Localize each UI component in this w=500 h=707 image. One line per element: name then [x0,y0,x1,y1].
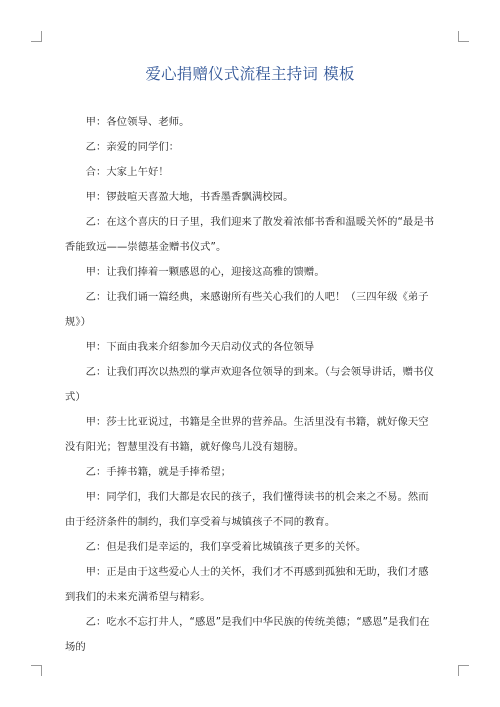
paragraph: 乙：让我们诵一篇经典，来感谢所有些关心我们的人吧！（三四年级《弟子规》） [65,291,429,328]
paragraph: 甲：正是由于这些爱心人士的关怀，我们才不再感到孤独和无助，我们才感到我们的未来充满希望与精彩。 [65,566,429,603]
paragraph: 甲：各位领导、老师。 [85,116,190,128]
paragraph: 甲：下面由我来介绍参加今天启动仪式的各位领导 [85,341,315,353]
paragraph: 甲：锣鼓喧天喜盈大地，书香墨香飘满校园。 [85,191,294,203]
paragraph: 甲：莎士比亚说过，书籍是全世界的营养品。生活里没有书籍，就好像天空没有阳光；智慧里没有书籍，就好像鸟儿没有翅膀。 [65,416,429,453]
page-corner-mark-top-left [31,31,42,42]
paragraph: 乙：在这个喜庆的日子里，我们迎来了散发着浓郁书香和温暖关怀的“最是书香能致远——崇德基金赠书仪式”。 [65,216,435,253]
paragraph: 甲：让我们捧着一颗感恩的心，迎接这高雅的馈赠。 [85,266,325,278]
paragraph: 乙：让我们再次以热烈的掌声欢迎各位领导的到来。（与会领导讲话，赠书仪式） [65,366,434,403]
paragraph: 甲：同学们，我们大都是农民的孩子，我们懂得读书的机会来之不易。然而由于经济条件的制约，我们享受着与城镇孩子不同的教育。 [65,491,429,528]
paragraph: 乙：手捧书籍，就是手捧希望； [85,466,232,478]
page-corner-mark-top-right [458,31,469,42]
document-title: 爱心捐赠仪式流程主持词 模板 [145,65,355,83]
paragraph: 乙：吃水不忘打井人，“感恩”是我们中华民族的传统美德；“感恩”是我们在场的 [65,616,430,653]
document-body [65,110,437,660]
paragraph: 合：大家上午好！ [85,166,169,178]
page-corner-mark-bottom-left [31,665,42,676]
paragraph: 乙：亲爱的同学们： [85,141,180,153]
paragraph: 乙：但是我们是幸运的，我们享受着比城镇孩子更多的关怀。 [85,541,367,553]
page-corner-mark-bottom-right [458,665,469,676]
